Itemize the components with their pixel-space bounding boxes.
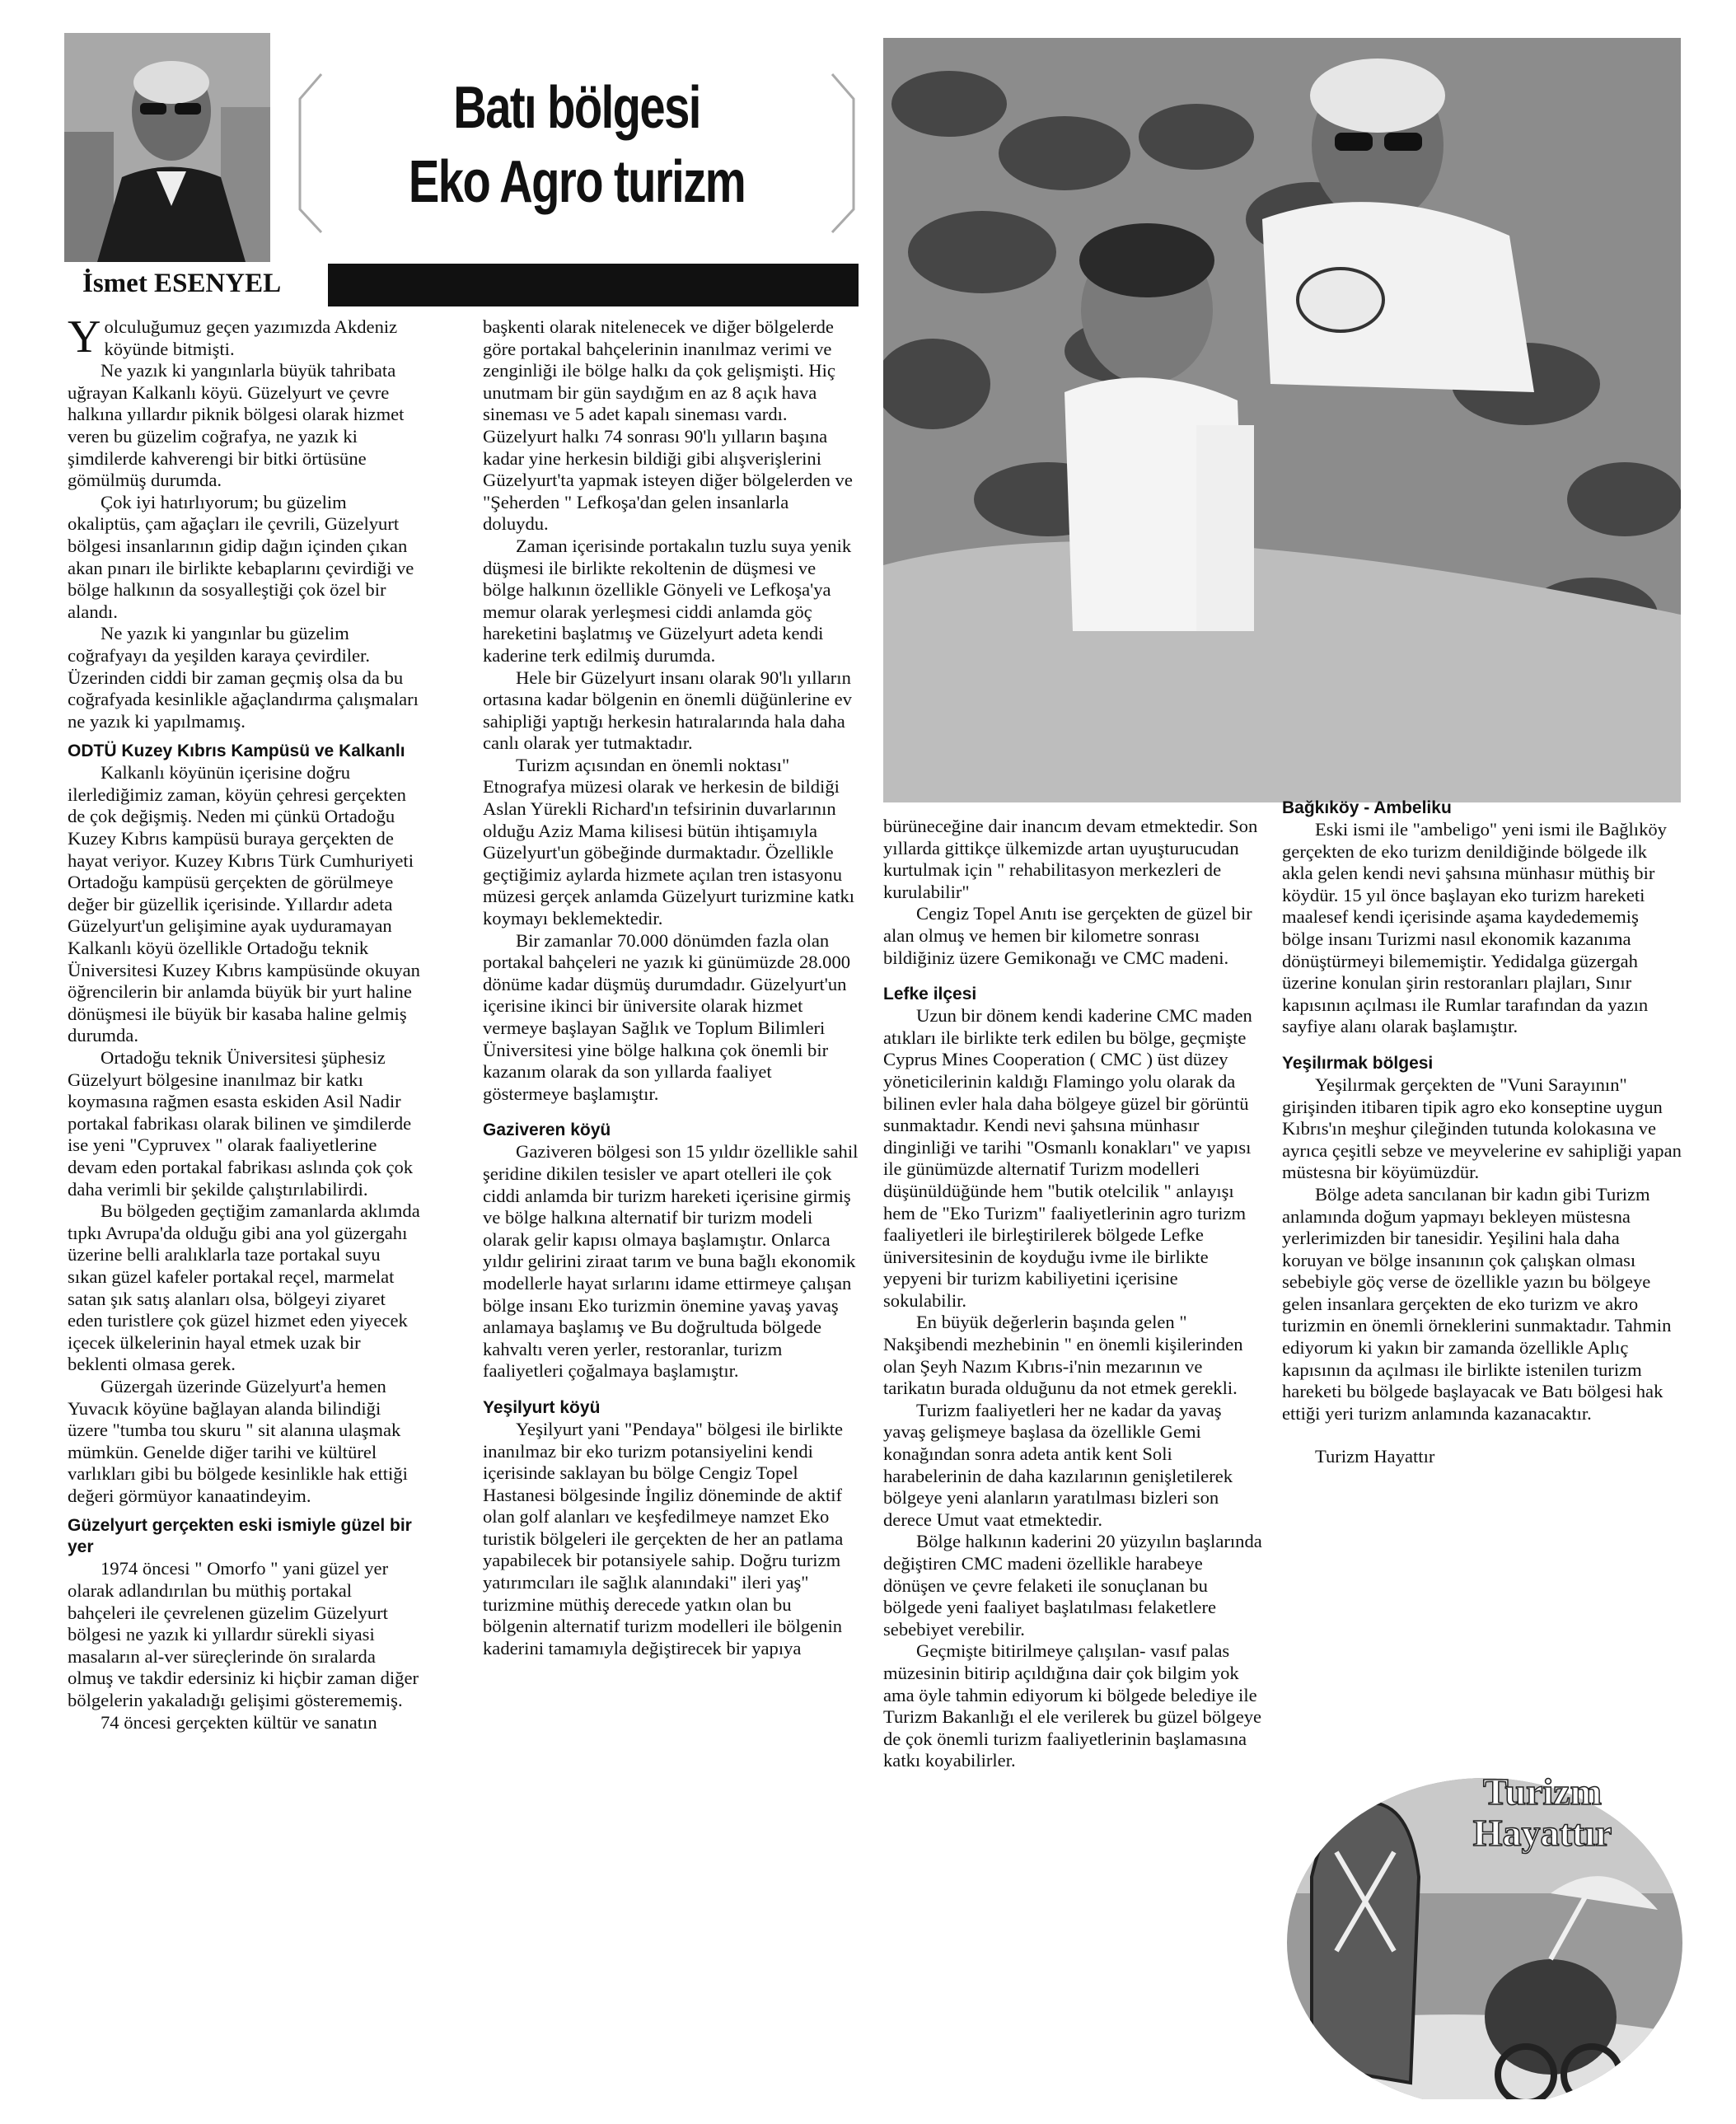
col1-para-4: Ne yazık ki yangınlar bu güzelim coğrafyayı da yeşilden karaya çevirdiler. Üzerinden ciddi bir zaman geçmiş olsa da bu coğrafyada kesinlikle ağaçlandırma çalışmaları ne yazık ki yapılmamış. (68, 623, 419, 732)
column-3 (883, 816, 1262, 1772)
badge-line-2: Hayattır (1472, 1812, 1612, 1854)
col2-para-5: Bir zamanlar 70.000 dönümden fazla olan portakal bahçeleri ne yazık ki günümüzde 28.000 dönüme kadar düşmüş durumdadır. Güzelyurt'un içerisine ikinci bir üniversite olarak hizmet vermeye başlayan Sağlık ve Toplum Bilimleri Üniversitesi yine bölge halkına çok önemli bir kazanım olarak da son yıllarda faaliyet göstermeye başlamıştır. (483, 929, 851, 1104)
col4-para-3: Bölge adeta sancılanan bir kadın gibi Turizm anlamında doğum yapmayı bekleyen müstesna yerlerimizden bir tanesidir. Yeşilini hala daha koruyan ve bölge insanının çok çalışkan olması sebebiyle göç verse de özellikle yazın bu bölgeye gelen insanlara gerçekten de eko turizm ve akro turizmin en önemli örneklerini sunmaktadır. Tahmin ediyorum ki yakın bir zamanda özellikle Aplıç kapısının da açılması ile birlikte istenilen turizm hareketi bu bölgede başlayacak ve Batı bölgesi hak ettiği yeri turizm anlamında kazanacaktır. (1282, 1183, 1672, 1424)
col1-para-8: Güzergah üzerinde Güzelyurt'a hemen Yuvacık köyüne bağlayan alanda bilindiği üzere "tumba tou skuru " sit alanına ulaşmak mümkün. Genelde diğer tarihi ve kültürel varlıkları gibi bu bölgede kesinlikle hak ettiği değeri görmüyor kanaatindeyim. (68, 1375, 408, 1506)
col1-para-10: 74 öncesi gerçekten kültür ve sanatın (101, 1711, 377, 1733)
title-line-1: Batı bölgesi (453, 75, 700, 141)
column-4 (1282, 798, 1682, 1468)
byline-bar (64, 264, 859, 306)
column-1 (68, 311, 420, 1733)
col1-subheading-1: ODTÜ Kuzey Kıbrıs Kampüsü ve Kalkanlı (68, 742, 405, 761)
title-line-2: Eko Agro turizm (408, 149, 746, 215)
strawberry-field-photo (883, 38, 1681, 802)
col2-para-3: Hele bir Güzelyurt insanı olarak 90'lı yılların ortasına kadar bölgenin en önemli düğünlerine ev sahipliği yaptığı herkesin hatıralarında hala daha canlı olarak yer tutmaktadır. (483, 667, 852, 754)
col2-para-1: başkenti olarak nitelenecek ve diğer bölgelerde göre portakal bahçelerinin inanılmaz verimi ve zenginliği ile bölge halkı da çok gelişmişti. Hiç unutmam bir gün saydığım en az 8 açık hava sineması ve 5 adet kapalı sineması vardı. Güzelyurt halkı 74 sonrası 90'lı yılların başına kadar yine herkesin bildiği gibi alışverişlerini Güzelyurt'ta yapmak isteyen diğer bölgelerden ve "Şeherden " Lefkoşa'dan gelen insanlarla doluydu. (483, 316, 853, 535)
col2-para-7: Yeşilyurt yani "Pendaya" bölgesi ile birlikte inanılmaz bir eko turizm potansiyelini kendi içerisinde saklayan bu bölge Cengiz Topel Hastanesi bölgesinde İngiliz döneminde de aktif olan golf alanları ve keşfedilmeye namzet Eko turistik bölgeleri ile gerçekten de her an patlama yapabilecek bir potansiyele sahip. Doğru turizm yatırımcıları ile sağlık alanındaki" ileri yaş" turizmine müthiş derecede yatkın olan bu bölgenin alternatif turizm modelleri ile bölgenin kaderini tamamıyla değiştirecek bir yapıya (483, 1418, 844, 1658)
col1-para-1: Yolculuğumuz geçen yazımızda Akdeniz köyünde bitmişti. (68, 311, 398, 363)
col3-subheading-1: Lefke ilçesi (883, 985, 977, 1004)
col4-subheading-2: Yeşilırmak bölgesi (1282, 1053, 1434, 1073)
col2-subheading-1: Gaziveren köyü (483, 1120, 611, 1140)
badge-line-1: Turizm (1483, 1771, 1602, 1813)
col4-para-2: Yeşilırmak gerçekten de "Vuni Sarayının" girişinden itibaren tipik agro eko konseptine uygun Kıbrıs'ın meşhur çileğinden tutunda kolokasına ve ayrıca çeşitli sebze ve meyvelerine ev sahipliği yapan müstesna bir köyümüzdür. (1282, 1074, 1682, 1183)
col4-para-1: Eski ismi ile "ambeligo" yeni ismi ile Bağlıköy gerçekten de eko turizm denildiğinde bölgede ilk akla gelen kendi nevi şahsına münhasır müthiş bir köydür. 15 yıl önce başlayan eko turizm hareketi maalesef kendi içerisinde aşama kaydedememiş bölge insanı Turizmi nasıl ekonomik kazanıma dönüştürmeyi bilememiştir. Yedidalga güzergah üzerine konulan şirin restoranları plajları, Sınır kapısının açılması ile Rumlar tarafından da yazın sayfiye alanı olarak başlamıştır. (1282, 819, 1667, 1037)
col4-subheading-1: Bağkıköy - Ambeliku (1282, 798, 1452, 817)
author-name: İsmet ESENYEL (82, 269, 282, 298)
column-2 (483, 316, 859, 1659)
dropcap: Y (68, 311, 101, 363)
article-title (297, 71, 857, 236)
col2-para-4: Turizm açısından en önemli noktası" Etnografya müzesi olarak ve herkesin de bildiği Aslan Yürekli Richard'ın tefsirinin duvarlarının olduğu Aziz Mama kilisesi bütün ihtişamıyla Güzelyurt'un göbeğinde durmaktadır. Özellikle geçtiğimiz aylarda hizmete açılan tren istasyonu müzesi gerçek anlamda Güzelyurt turizmine katkı koymayı beklemektedir. (483, 754, 855, 929)
col1-para-3: Çok iyi hatırlıyorum; bu güzelim okaliptüs, çam ağaçları ile çevrili, Güzelyurt bölgesi insanlarının gidip dağın içinden çıkan akan pınarı ile birlikte kebaplarını çevirdiği ve bölge halkının da sosyalleştiği çok özel bir alandı. (68, 491, 414, 622)
beach-badge-art (1279, 1753, 1682, 2099)
col3-para-6: Bölge halkının kaderini 20 yüzyılın başlarında değiştiren CMC madeni özellikle harabeye dönüşen ve çevre felaketi ile sonuçlanan bu bölgede yeni faaliyet başlatılması felaketlere sebebiyet verebilir. (883, 1531, 1262, 1640)
col3-para-4: En büyük değerlerin başında gelen " Nakşibendi mezhebinin " en önemli kişilerinden olan Şeyh Nazım Kıbrıs-i'nin mezarının ve tarikatın burada olduğunu da not etmek gerekli. (883, 1312, 1243, 1399)
col3-para-7: Geçmişte bitirilmeye çalışılan- vasıf palas müzesinin bitirip açıldığına dair çok bilgim yok ama öyle tahmin ediyorum ki bölgede belediye ile Turizm Bakanlığı el ele verilerek bu güzel bölgeye de çok önemli turizm faaliyetlerinin başlamasına katkı koyabilirler. (883, 1640, 1262, 1771)
col2-para-2: Zaman içerisinde portakalın tuzlu suya yenik düşmesi ile birlikte rekoltenin de düşmesi ve bölge halkının özellikle Gönyeli ve Lefkoşa'ya memur olarak yerleşmesi ciddi anlamda göç hareketini başlatmış ve Güzelyurt adeta kendi kaderine terk edilmiş durumda. (483, 535, 852, 666)
author-photo (64, 33, 270, 262)
col3-para-3: Uzun bir dönem kendi kaderine CMC maden atıkları ile birlikte terk edilen bu bölge, geçmişte Cyprus Mines Cooperation ( CMC ) üst düzey yöneticilerinin kaldığı Flamingo yolu olarak da bilinen evler hala daha bölgeye güzel bir görüntü sunmaktadır. Kendi nevi şahsına münhasır dinginliği ve tarihi "Osmanlı konakları" ve yapısı ile günümüzde alternatif Turizm modelleri düşünüldüğünde hem "butik otelcilik " anlayışı hem de "Eko Turizm" faaliyetlerinin agro turizm faaliyetleri ile birleştirilerek bölgede Lefke üniversitesinin de koyduğu ivme ile birlikte yepyeni bir turizm kabiliyetini içerisine sokulabilir. (883, 1005, 1252, 1311)
col1-para-6: Ortadoğu teknik Üniversitesi şüphesiz Güzelyurt bölgesine inanılmaz bir katkı koymasına rağmen esasta eskiden Asil Nadir portakal fabrikası olarak bilinen ve şimdilerde ise yeni "Cypruvex " olarak faaliyetlerine devam eden portakal fabrikası aslında çok çok daha verimli bir şekilde çalıştırılabilirdi. (68, 1047, 414, 1200)
col3-para-5: Turizm faaliyetleri her ne kadar da yavaş yavaş gelişmeye başlasa da özellikle Gemi konağından sonra adeta antik kent Soli harabelerinin de daha kazılarının genişletilerek bölgeye yeni alanların yaratılması bizleri son derece Umut vaat etmektedir. (883, 1399, 1233, 1530)
col2-para-6: Gaziveren bölgesi son 15 yıldır özellikle sahil şeridine dikilen tesisler ve apart otelleri ile çok ciddi anlamda bir turizm hareketi içerisine girmiş ve bölge halkına alternatif bir turizm modeli olarak gelir kapısı olmaya başlamıştır. Onlarca yıldır gelirini ziraat tarım ve buna bağlı ekonomik modellerle hayat sırlarını idame ettirmeye çalışan bölge insanı Eko turizmin önemine yavaş yavaş anlamaya başlamış ve Bu doğrultuda bölgede kahvaltı veren yerler, restoranlar, turizm faaliyetleri çoğalmaya başlamıştır. (483, 1141, 859, 1382)
col1-para-9: 1974 öncesi " Omorfo " yani güzel yer olarak adlandırılan bu müthiş portakal bahçeleri ile çevrelenen güzelim Güzelyurt bölgesi ne yazık ki yıllardır sürekli siyasi masaların al-ver süreçlerinde ön sıralarda olmuş ve takdir edersiniz ki hiçbir zaman diğer bölgelerin yakaladığı gelişimi gösterememiş. (68, 1558, 419, 1711)
col2-subheading-2: Yeşilyurt köyü (483, 1397, 601, 1417)
col3-para-2: Cengiz Topel Anıtı ise gerçekten de güzel bir alan olmuş ve hemen bir kilometre sonrası bildiğiniz üzere Gemikonağı ve CMC madeni. (883, 903, 1252, 968)
col3-para-1: bürüneceğine dair inancım devam etmektedir. Son yıllarda gittikçe ülkemizde artan uyuşturucudan kurtulmak için " rehabilitasyon merkezleri de kurulabilir" (883, 816, 1258, 902)
col4-signoff: Turizm Hayattır (1315, 1446, 1435, 1467)
col1-para-7: Bu bölgeden geçtiğim zamanlarda aklımda tıpkı Avrupa'da olduğu gibi ana yol güzergahı üzerine belli aralıklarla taze portakal suyu sıkan güzel kafeler portakal reçel, marmelat satan şık satış alanları olsa, bölgeyi ziyaret eden turistlere çok güzel hizmet eden yiyecek içecek ülkelerinin hayal etmek uzak bir beklenti olmasa gerek. (68, 1200, 420, 1375)
col1-para-2: Ne yazık ki yangınlarla büyük tahribata uğrayan Kalkanlı köyü. Güzelyurt ve çevre halkına yıllardır piknik bölgesi olarak hizmet veren bu güzelim coğrafya, ne yazık ki şimdilerde kahverengi bir bitki örtüsüne gömülmüş durumda. (68, 360, 405, 491)
col1-para-5: Kalkanlı köyünün içerisine doğru ilerlediğimiz zaman, köyün çehresi gerçekten de çok değişmiş. Neden mi çünkü Ortadoğu Kuzey Kıbrıs kampüsü buraya gerçekten de hayat veriyor. Kuzey Kıbrıs Türk Cumhuriyeti Ortadoğu kampüsü gerçekten de görülmeye değer bir güzellik içerisinde. Yıllardır adeta Güzelyurt'un gelişimine ayak uyduramayan Kalkanlı köyü özellikle Ortadoğu teknik Üniversitesi Kuzey Kıbrıs kampüsünde okuyan öğrencilerin bir anlamda büyük bir yurt haline dönüşmesi ile büyük bir kasaba haline gelmiş durumda. (68, 762, 420, 1046)
col1-subheading-2: Güzelyurt gerçekten eski ismiyle güzel bir yer (68, 1516, 412, 1557)
